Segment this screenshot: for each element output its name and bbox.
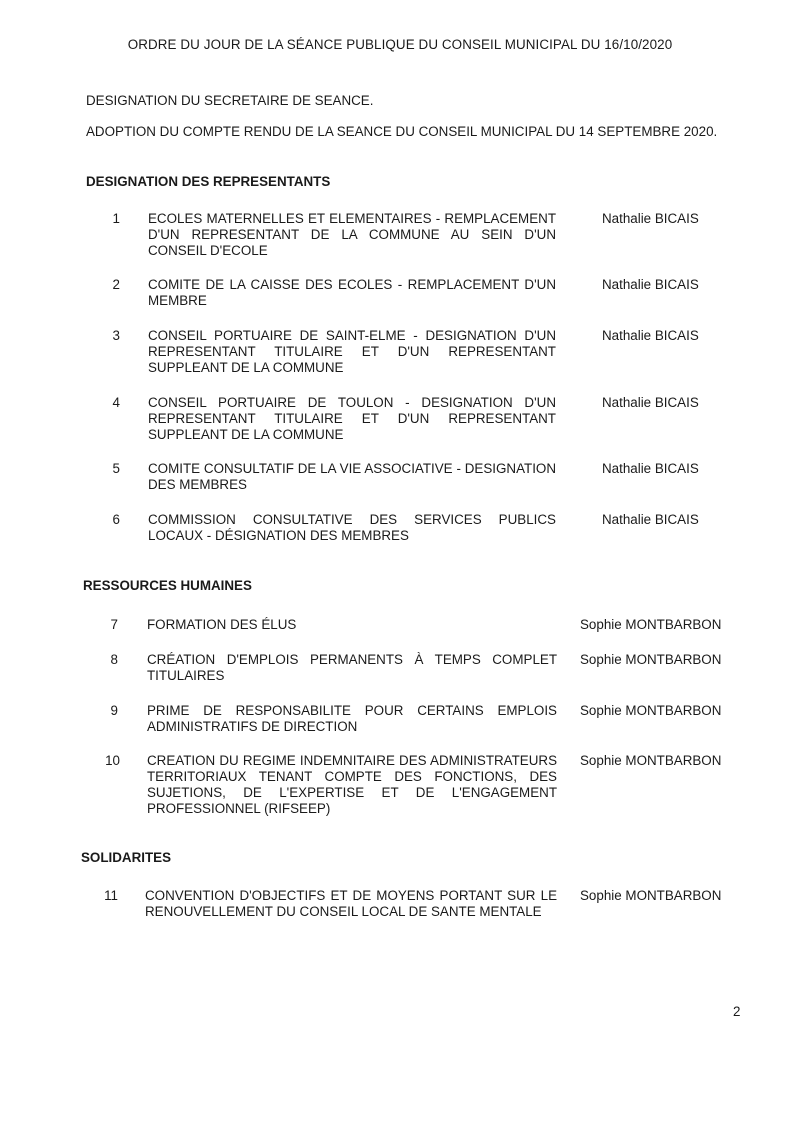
item-rapporteur: Sophie MONTBARBON (580, 652, 722, 667)
item-text: CONSEIL PORTUAIRE DE TOULON - DESIGNATION D'UN REPRESENTANT TITULAIRE ET D'UN REPRESENTANT SUPPLEANT DE LA COMMUNE (148, 395, 556, 442)
item-number: 7 (110, 617, 118, 632)
item-number: 3 (112, 328, 120, 343)
item-number: 1 (112, 211, 120, 226)
page-title: ORDRE DU JOUR DE LA SÉANCE PUBLIQUE DU CONSEIL MUNICIPAL DU 16/10/2020 (127, 37, 673, 52)
item-rapporteur: Sophie MONTBARBON (580, 703, 722, 718)
item-number: 8 (110, 652, 118, 667)
section-title-designation: DESIGNATION DES REPRESENTANTS (86, 174, 331, 189)
item-number: 5 (112, 461, 120, 476)
item-rapporteur: Nathalie BICAIS (602, 211, 699, 226)
page-number: 2 (733, 1004, 741, 1019)
item-text: COMITE CONSULTATIF DE LA VIE ASSOCIATIVE - DESIGNATION DES MEMBRES (148, 461, 556, 492)
item-text: COMMISSION CONSULTATIVE DES SERVICES PUBLICS LOCAUX - DÉSIGNATION DES MEMBRES (148, 512, 556, 543)
item-rapporteur: Sophie MONTBARBON (580, 888, 722, 903)
item-number: 10 (105, 753, 120, 768)
item-rapporteur: Nathalie BICAIS (602, 277, 699, 292)
item-text: CRÉATION D'EMPLOIS PERMANENTS À TEMPS COMPLET TITULAIRES (147, 652, 557, 683)
item-number: 11 (104, 888, 118, 903)
item-text: FORMATION DES ÉLUS (147, 617, 297, 632)
section-title-solidarites: SOLIDARITES (81, 850, 172, 865)
item-text: COMITE DE LA CAISSE DES ECOLES - REMPLACEMENT D'UN MEMBRE (148, 277, 556, 308)
item-number: 2 (112, 277, 120, 292)
item-text: ECOLES MATERNELLES ET ELEMENTAIRES - REMPLACEMENT D'UN REPRESENTANT DE LA COMMUNE AU SEIN D'UN CONSEIL D'ECOLE (148, 211, 556, 258)
item-rapporteur: Nathalie BICAIS (602, 328, 699, 343)
item-rapporteur: Sophie MONTBARBON (580, 617, 722, 632)
item-rapporteur: Nathalie BICAIS (602, 395, 699, 410)
intro-designation: DESIGNATION DU SECRETAIRE DE SEANCE. (86, 93, 374, 108)
item-number: 9 (110, 703, 118, 718)
item-number: 4 (112, 395, 120, 410)
item-rapporteur: Nathalie BICAIS (602, 512, 699, 527)
section-title-ressources-humaines: RESSOURCES HUMAINES (83, 578, 252, 593)
item-text: PRIME DE RESPONSABILITE POUR CERTAINS EMPLOIS ADMINISTRATIFS DE DIRECTION (147, 703, 557, 734)
item-text: CONVENTION D'OBJECTIFS ET DE MOYENS PORTANT SUR LE RENOUVELLEMENT DU CONSEIL LOCAL DE SANTE MENTALE (145, 888, 557, 919)
item-rapporteur: Nathalie BICAIS (602, 461, 699, 476)
item-number: 6 (112, 512, 120, 527)
item-rapporteur: Sophie MONTBARBON (580, 753, 722, 768)
intro-adoption: ADOPTION DU COMPTE RENDU DE LA SEANCE DU CONSEIL MUNICIPAL DU 14 SEPTEMBRE 2020. (86, 124, 718, 139)
item-text: CREATION DU REGIME INDEMNITAIRE DES ADMINISTRATEURS TERRITORIAUX TENANT COMPTE DES FONCTIONS, DES SUJETIONS, DE L'EXPERTISE ET DE L'ENGAGEMENT PROFESSIONNEL (RIFSEEP) (147, 753, 557, 816)
item-text: CONSEIL PORTUAIRE DE SAINT-ELME - DESIGNATION D'UN REPRESENTANT TITULAIRE ET D'UN REPRESENTANT SUPPLEANT DE LA COMMUNE (148, 328, 556, 375)
